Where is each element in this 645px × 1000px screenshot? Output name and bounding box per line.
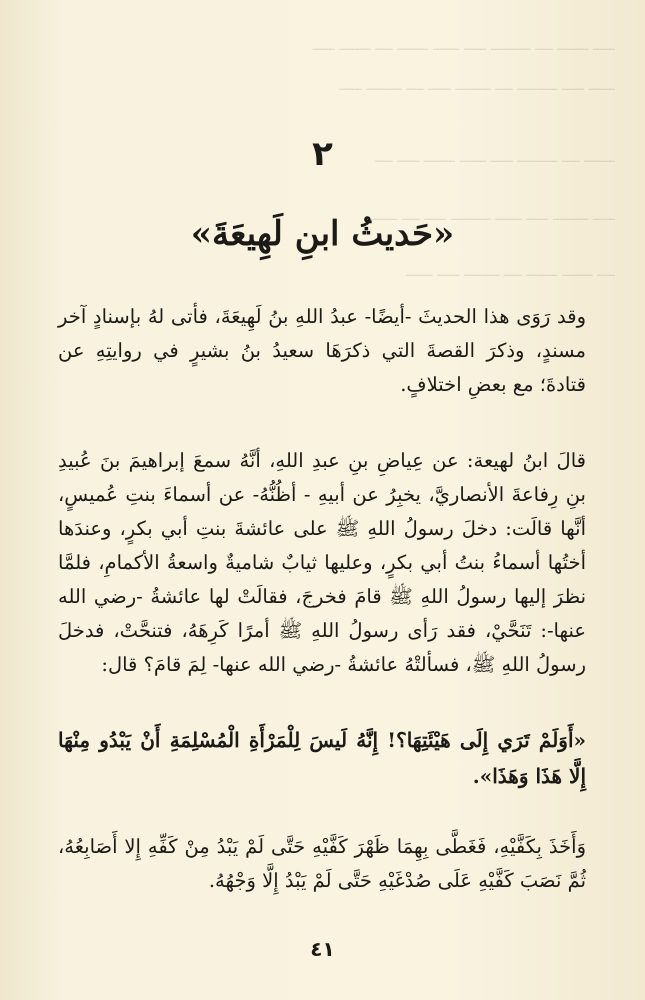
chapter-title: «حَديثُ ابنِ لَهِيعَةَ» [190, 214, 455, 254]
show-through: ـــــ ــــــــ ـــــ ــــــ ـــــــــ ـــــ ــــ ــــــ [370, 206, 615, 224]
paragraph: وَأَخَذَ بِكَفَّيْهِ، فَغَطَّى بِهِمَا ظَهْرَ كَفَّيْهِ حَتَّى لَمْ يَبْدُ مِنْ كَفِّهِ إِلا أَصَابِعُهُ، ثُمَّ نَصَبَ كَفَّيْهِ عَلَى صُدْغَيْهِ حَتَّى لَمْ يَبْدُ إِلَّا وَجْهُهُ. [58, 835, 586, 892]
show-through: ــــــ ـــــ ـــــــــ ــــ ــــــــ ـــــ ــــ ــــــــ ـــــ [339, 76, 615, 94]
paragraph: قالَ ابنُ لهيعة: عن عِياضِ بنِ عبدِ اللهِ، أنَّهُ سمعَ إبراهيمَ بنَ عُبيدِ بنِ رِفاعةَ الأنصاريَّ، يخبِرُ عن أبيهِ - أظُنُّهُ- عن أسماءَ بنتِ عُميسٍ، أنَّها قالَت: دخلَ رسولُ اللهِ ﷺ على عائشةَ بنتِ أبي بكرٍ، وعندَها أختُها أسماءُ بنتُ أبي بكرٍ، وعليها ثيابٌ شاميةٌ واسعةُ الأكمامِ، فلمَّا نظرَ إليها رسولُ اللهِ ﷺ قامَ فخرجَ، فقالَتْ لها عائشةُ -رضي الله عنها-: تَنَحَّيْ، فقد رَأى رسولُ اللهِ ﷺ أمرًا كَرِهَهُ، فتنحَّتْ، فدخلَ رسولُ اللهِ ﷺ، فسألتْهُ عائشةُ -رضي الله عنها- لِمَ قامَ؟ قال: [58, 449, 587, 676]
chapter-number: ٢ [312, 134, 333, 174]
page-number: ٤١ [310, 937, 335, 961]
hadith-quote: «أَوَلَمْ تَرَي إِلَى هَيْئَتِهَا؟! إِنَّهُ لَيسَ لِلْمَرْأَةِ الْمُسْلِمَةِ أَنْ يَبْدُو مِنْهَا إِلَّا هَذَا وَهَذَا». [58, 728, 586, 788]
show-through: ـــــ ـــــــ ــــ ـــــــــ ـــــ ــــــ ـــــــ ــــ ـــــــ ـــــ [312, 36, 615, 54]
show-through: ـــــــ ــــ ـــــــــ ـــــ ــــــ ـــــــ ـــــ ــــ [375, 148, 615, 166]
paragraph: وقد رَوَى هذا الحديثَ -أيضًا- عبدُ اللهِ بنُ لَهِيعَةَ، فأتى لهُ بإسنادٍ آخر مسندٍ، وذكرَ القصةَ التي ذكرَهَا سعيدُ بنُ بشيرٍ في روايتِهِ عن قتادةَ؛ مع بعضِ اختلافٍ. [58, 305, 586, 396]
show-through: ــــ ـــــــ ـــــــ ــــ ــــــــ ـــــ ــــــ [406, 262, 615, 280]
